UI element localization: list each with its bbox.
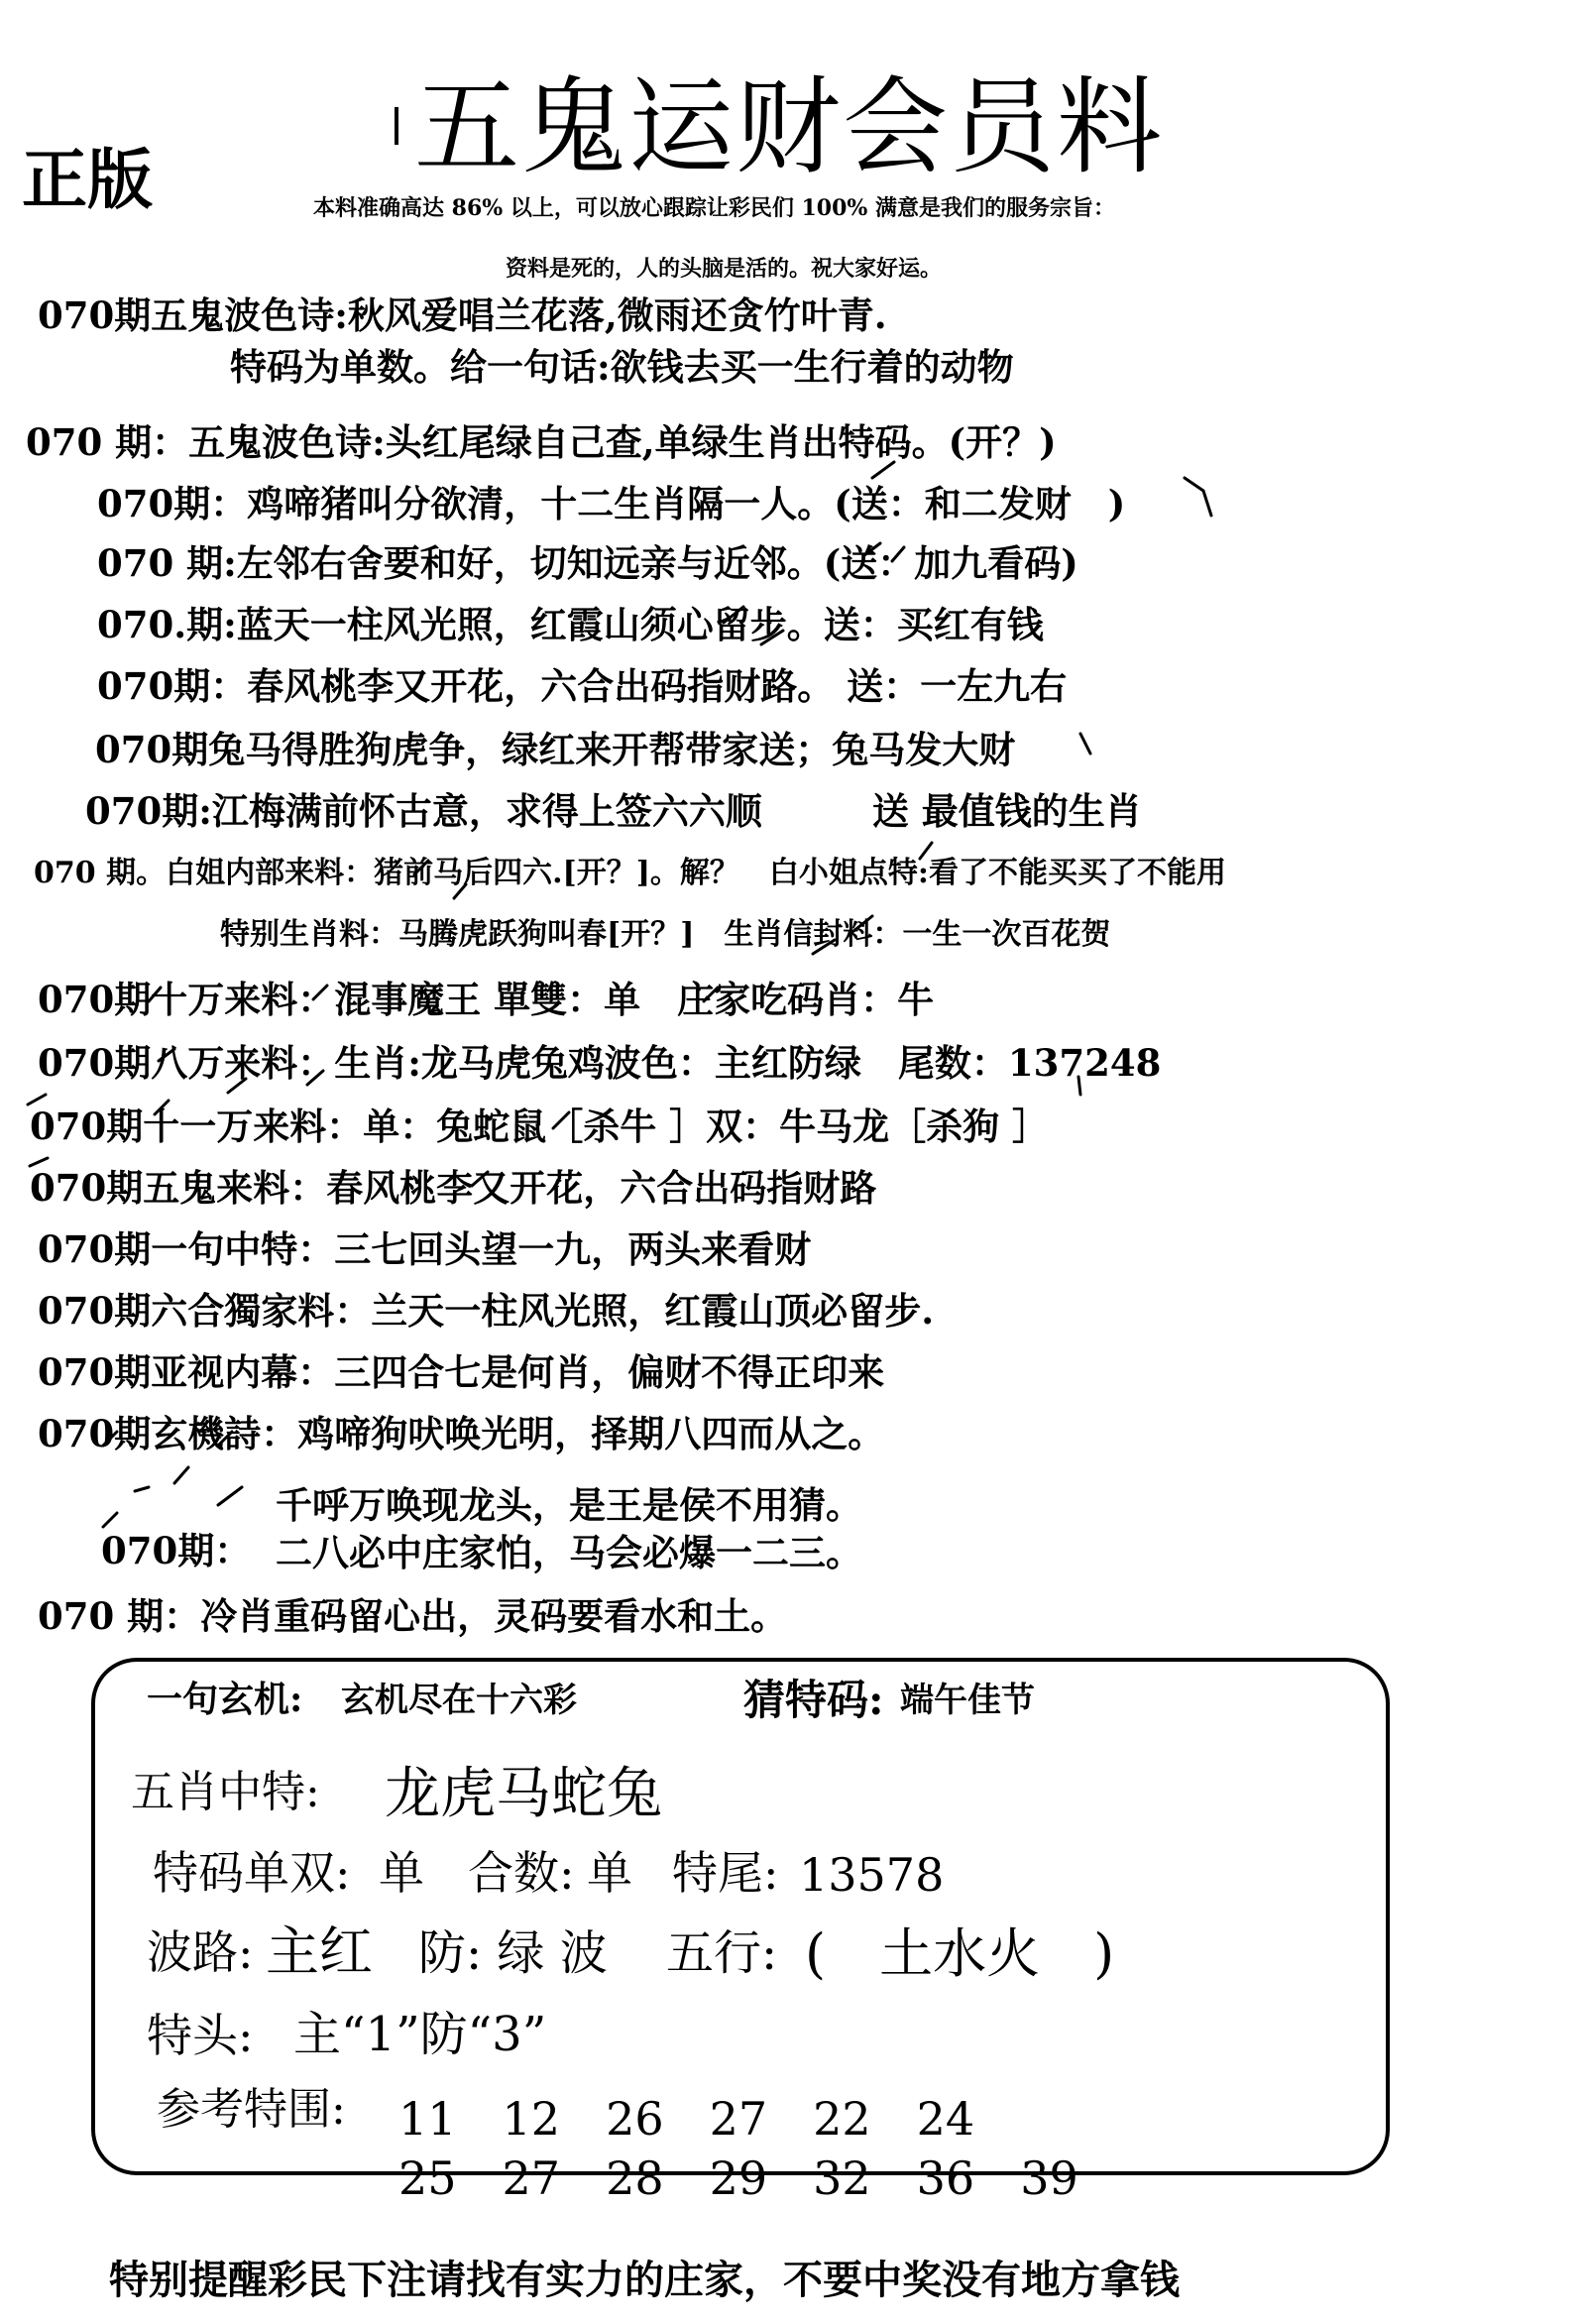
reference-numbers-row1: 11 12 26 27 22 24	[398, 2092, 975, 2146]
prediction-line: 070期:江梅满前怀古意，求得上签六六顺 送 最值钱的生肖	[85, 789, 1142, 833]
head-label: 特头:	[147, 2009, 254, 2062]
reference-numbers-row2: 25 27 28 29 32 36 39	[398, 2151, 1078, 2205]
wave-label: 波路:	[147, 1925, 254, 1979]
prediction-line: 070期玄機詩：鸡啼狗吠唤光明，择期八四而从之。	[38, 1412, 885, 1455]
prediction-line: 070期一句中特：三七回头望一九，两头来看财	[38, 1227, 812, 1271]
sum-value: 单	[587, 1846, 632, 1900]
prediction-line: 070期十万来料：混事魔王 單雙：单 庄家吃码肖：牛	[38, 978, 935, 1021]
prediction-line: 二八必中庄家怕，马会必爆一二三。	[276, 1531, 862, 1574]
guess-value: 端午佳节	[900, 1681, 1035, 1720]
prediction-line: 070期兔马得胜狗虎争，绿红来开帮带家送；兔马发大财	[95, 728, 1016, 771]
wave-guard: 防: 绿 波	[418, 1925, 608, 1981]
sum-label: 合数:	[468, 1846, 575, 1900]
tail-value: 13578	[799, 1848, 945, 1902]
odd-even-label: 特码单双:	[153, 1846, 351, 1900]
prediction-line: 070 期:左邻右舍要和好，切知远亲与近邻。(送：加九看码)	[97, 541, 1078, 585]
odd-even-value: 单	[379, 1846, 424, 1900]
tail-label: 特尾:	[672, 1846, 779, 1900]
wave-main: 主红	[266, 1920, 373, 1983]
prediction-line: 070期六合獨家料：兰天一柱风光照，红霞山顶必留步.	[38, 1289, 935, 1333]
prediction-line: 070期五鬼来料：春风桃李又开花，六合出码指财路	[30, 1166, 877, 1210]
five-zodiac-label: 五肖中特:	[131, 1767, 320, 1817]
prediction-line: 070.期:蓝天一柱风光照，红霞山须心留步。送：买红有钱	[97, 603, 1044, 646]
prediction-line: 特别生肖料：马腾虎跃狗叫春[开？] 生肖信封料：一生一次百花贺	[220, 917, 1111, 952]
guess-label: 猜特码:	[743, 1676, 884, 1724]
summary-box	[91, 1658, 1390, 2205]
prediction-line: 070期五鬼波色诗:秋风爱唱兰花落,微雨还贪竹叶青.	[38, 293, 887, 337]
accuracy-statement: 本料准确高达 86% 以上，可以放心跟踪让彩民们 100% 满意是我们的服务宗旨：	[313, 195, 1115, 221]
footer-reminder: 特别提醒彩民下注请找有实力的庄家，不要中奖没有地方拿钱	[109, 2257, 1180, 2303]
prediction-line: 070 期：五鬼波色诗:头红尾绿自己查,单绿生肖出特码。(开？)	[26, 420, 1057, 464]
prediction-line: 千呼万唤现龙头，是王是侯不用猜。	[276, 1483, 862, 1527]
xuanji-label: 一句玄机:	[147, 1679, 303, 1720]
element-label: 五行:	[666, 1925, 778, 1981]
head-value: 主“1”防“3”	[293, 2007, 547, 2062]
xuanji-value: 玄机尽在十六彩	[341, 1681, 577, 1720]
prediction-line: 070期：鸡啼猪叫分欲清，十二生肖隔一人。(送：和二发财 )	[97, 482, 1126, 525]
prediction-line: 070期：春风桃李又开花，六合出码指财路。 送：一左九右	[97, 664, 1068, 708]
prediction-line: 特码为单数。给一句话:欲钱去买一生行着的动物	[230, 345, 1014, 389]
reference-label: 参考特围:	[157, 2084, 346, 2135]
page-title: 五鬼运财会员料	[414, 66, 1164, 188]
five-zodiac-value: 龙虎马蛇兔	[385, 1762, 662, 1826]
prediction-line: 070期亚视内幕：三四合七是何肖，偏财不得正印来	[38, 1350, 885, 1394]
prediction-line: 070 期。白姐内部来料：猪前马后四六.[开？]。解？ 白小姐点特:看了不能买买了不能用	[34, 856, 1226, 890]
good-luck-note: 资料是死的，人的头脑是活的。祝大家好运。	[506, 256, 943, 282]
prediction-line: 070期八万来料：生肖:龙马虎兔鸡波色：主红防绿 尾数：137248	[38, 1041, 1162, 1085]
prediction-line: 070期：	[101, 1529, 252, 1572]
prediction-line: 070 期：冷肖重码留心出，灵码要看水和土。	[38, 1594, 788, 1638]
prediction-line: 070期十一万来料：单：兔蛇鼠［杀牛 ］双：牛马龙［杀狗 ］	[30, 1104, 1049, 1148]
element-value: ( 土水火 )	[805, 1922, 1115, 1985]
authentic-badge: 正版	[22, 141, 153, 218]
